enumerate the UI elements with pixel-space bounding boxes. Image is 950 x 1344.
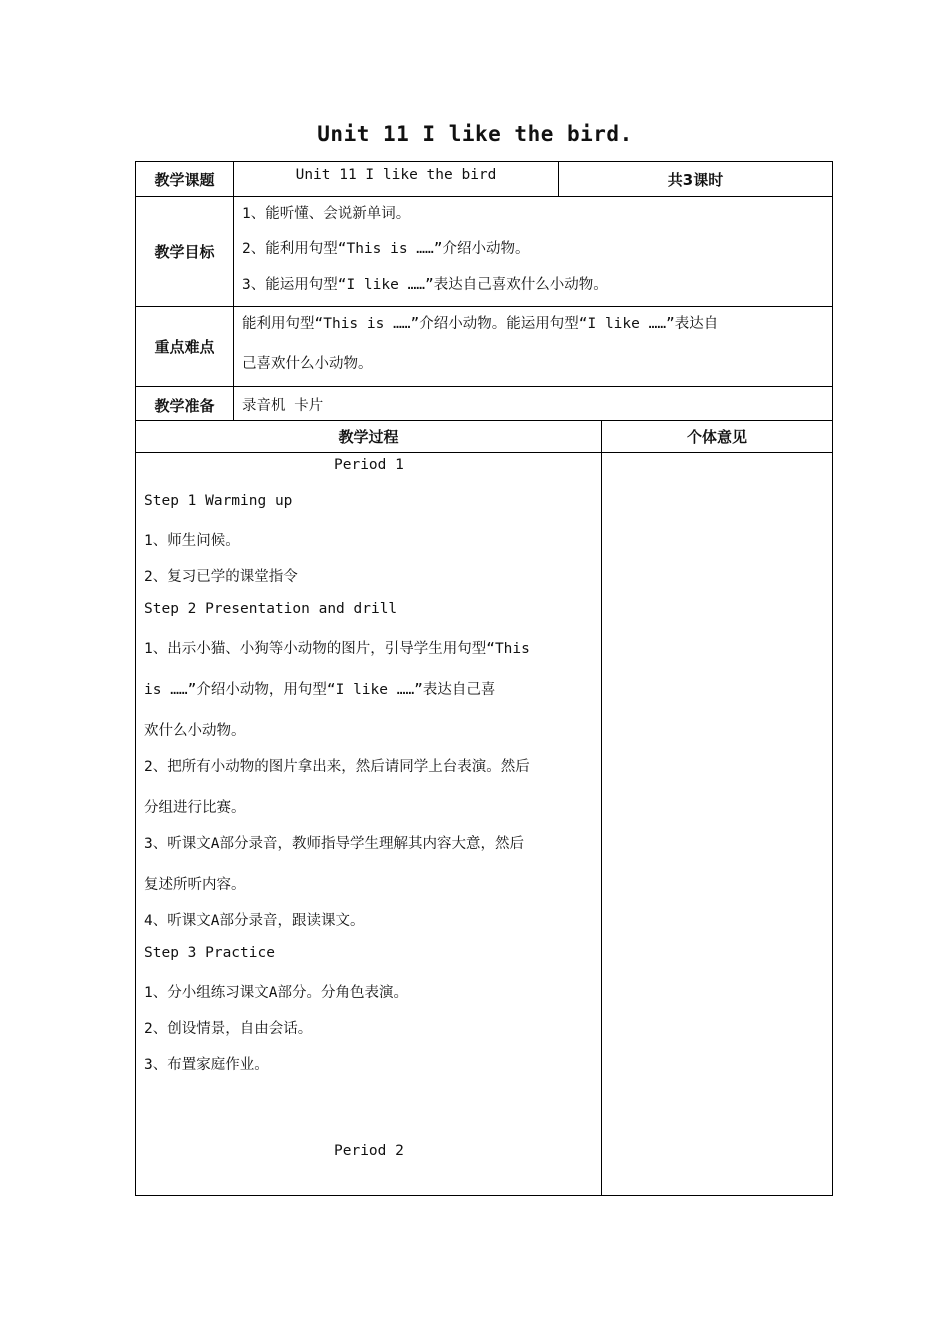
process-line: 4、听课文A部分录音，跟读课文。 xyxy=(144,913,365,929)
topic-value-cell xyxy=(233,162,558,196)
topic-hours: 共3课时 xyxy=(558,162,832,196)
goals-label: 教学目标 xyxy=(154,243,215,261)
key-point-line: 己喜欢什么小动物。 xyxy=(242,356,373,372)
preparation-value: 录音机 卡片 xyxy=(242,398,324,414)
process-line: 1、出示小猫、小狗等小动物的图片，引导学生用句型“This xyxy=(144,641,530,657)
key-points-cell xyxy=(233,307,832,386)
key-points-label: 重点难点 xyxy=(154,338,215,356)
opinion-header: 个体意见 xyxy=(601,421,832,452)
row-topic xyxy=(136,162,832,197)
topic-value: Unit 11 I like the bird xyxy=(295,167,497,183)
process-line: is ……”介绍小动物，用句型“I like ……”表达自己喜 xyxy=(144,682,496,698)
page-title: Unit 11 I like the bird. xyxy=(317,122,633,146)
goal-item: 2、能利用句型“This is ……”介绍小动物。 xyxy=(242,241,530,257)
lesson-plan-table xyxy=(135,161,833,1196)
process-line: 3、布置家庭作业。 xyxy=(144,1057,269,1073)
process-line: 2、复习已学的课堂指令 xyxy=(144,569,298,585)
process-line: 欢什么小动物。 xyxy=(144,723,246,739)
row-key-points xyxy=(136,307,832,387)
period-heading: Period 2 xyxy=(334,1143,404,1159)
process-line: 分组进行比赛。 xyxy=(144,800,246,816)
process-line: Step 1 Warming up xyxy=(144,493,293,509)
process-body-cell xyxy=(136,453,601,1195)
goals-cell xyxy=(233,197,832,306)
key-point-line: 能利用句型“This is ……”介绍小动物。能运用句型“I like ……”表达自 xyxy=(242,316,719,332)
process-line: 复述所听内容。 xyxy=(144,877,246,893)
preparation-cell xyxy=(233,387,832,420)
process-line: Step 3 Practice xyxy=(144,945,275,961)
opinion-body-cell xyxy=(601,453,832,1195)
row-process-body xyxy=(136,453,832,1195)
process-line: 1、师生问候。 xyxy=(144,533,240,549)
goal-item: 3、能运用句型“I like ……”表达自己喜欢什么小动物。 xyxy=(242,277,608,293)
topic-label: 教学课题 xyxy=(154,170,215,189)
process-line: 3、听课文A部分录音，教师指导学生理解其内容大意，然后 xyxy=(144,836,524,852)
row-preparation xyxy=(136,387,832,421)
goal-item: 1、能听懂、会说新单词。 xyxy=(242,206,411,222)
period-heading: Period 1 xyxy=(334,457,404,473)
row-process-header xyxy=(136,421,832,453)
process-line: 2、把所有小动物的图片拿出来，然后请同学上台表演。然后 xyxy=(144,759,530,775)
row-goals xyxy=(136,197,832,307)
process-line: 1、分小组练习课文A部分。分角色表演。 xyxy=(144,985,408,1001)
process-line: Step 2 Presentation and drill xyxy=(144,601,398,617)
process-line: 2、创设情景，自由会话。 xyxy=(144,1021,313,1037)
process-header: 教学过程 xyxy=(338,428,399,446)
preparation-label: 教学准备 xyxy=(154,397,215,415)
